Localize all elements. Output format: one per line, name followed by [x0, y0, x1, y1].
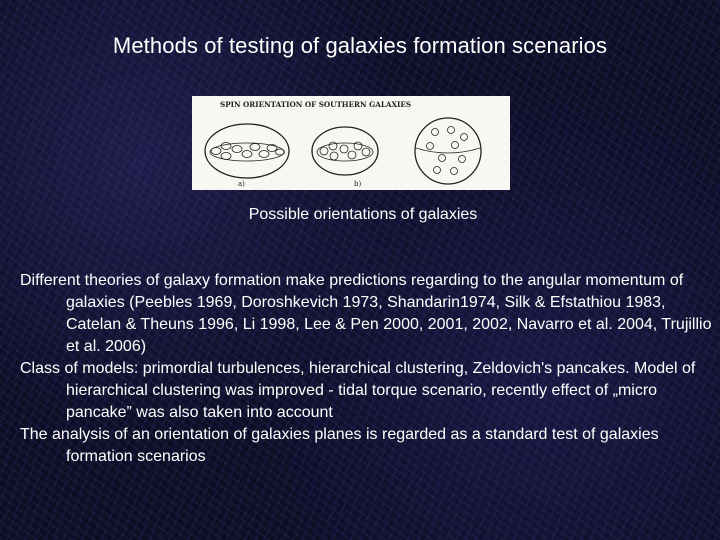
- panel-b-label: b): [354, 180, 362, 188]
- galaxy-orientation-diagram: [192, 96, 510, 190]
- figure-header: SPIN ORIENTATION OF SOUTHERN GALAXIES: [220, 100, 412, 109]
- panel-b-ellipse: [312, 127, 378, 175]
- slide-title: Methods of testing of galaxies formation scenarios: [112, 33, 608, 58]
- panel-a-ellipse: [205, 124, 289, 178]
- paragraph-standard-test: The analysis of an orientation of galaxies planes is regarded as a standard test of galaxies formation scenarios: [20, 426, 659, 465]
- paragraph-model-classes: Class of models: primordial turbulences, hierarchical clustering, Zeldovich's pancakes. Model of hierarchical clustering was improved - tidal torque scenario, recently effect of „micro pancake” was also taken into account: [20, 360, 696, 421]
- paragraph-predictions: Different theories of galaxy formation make predictions regarding to the angular momentum of galaxies (Peebles 1969, Doroshkevich 1973, Shandarin1974, Silk & Efstathiou 1983, Catelan & Theuns 1996, Li 1998, Lee & Pen 2000, 2001, 2002, Navarro et al. 2004, Trujillio et al. 2006): [20, 272, 712, 355]
- panel-c-circle: [415, 118, 481, 184]
- galaxy-orientation-figure: [192, 96, 510, 190]
- panel-a-label: a): [238, 180, 245, 188]
- figure-caption: Possible orientations of galaxies: [248, 206, 478, 223]
- body-text: [20, 270, 720, 468]
